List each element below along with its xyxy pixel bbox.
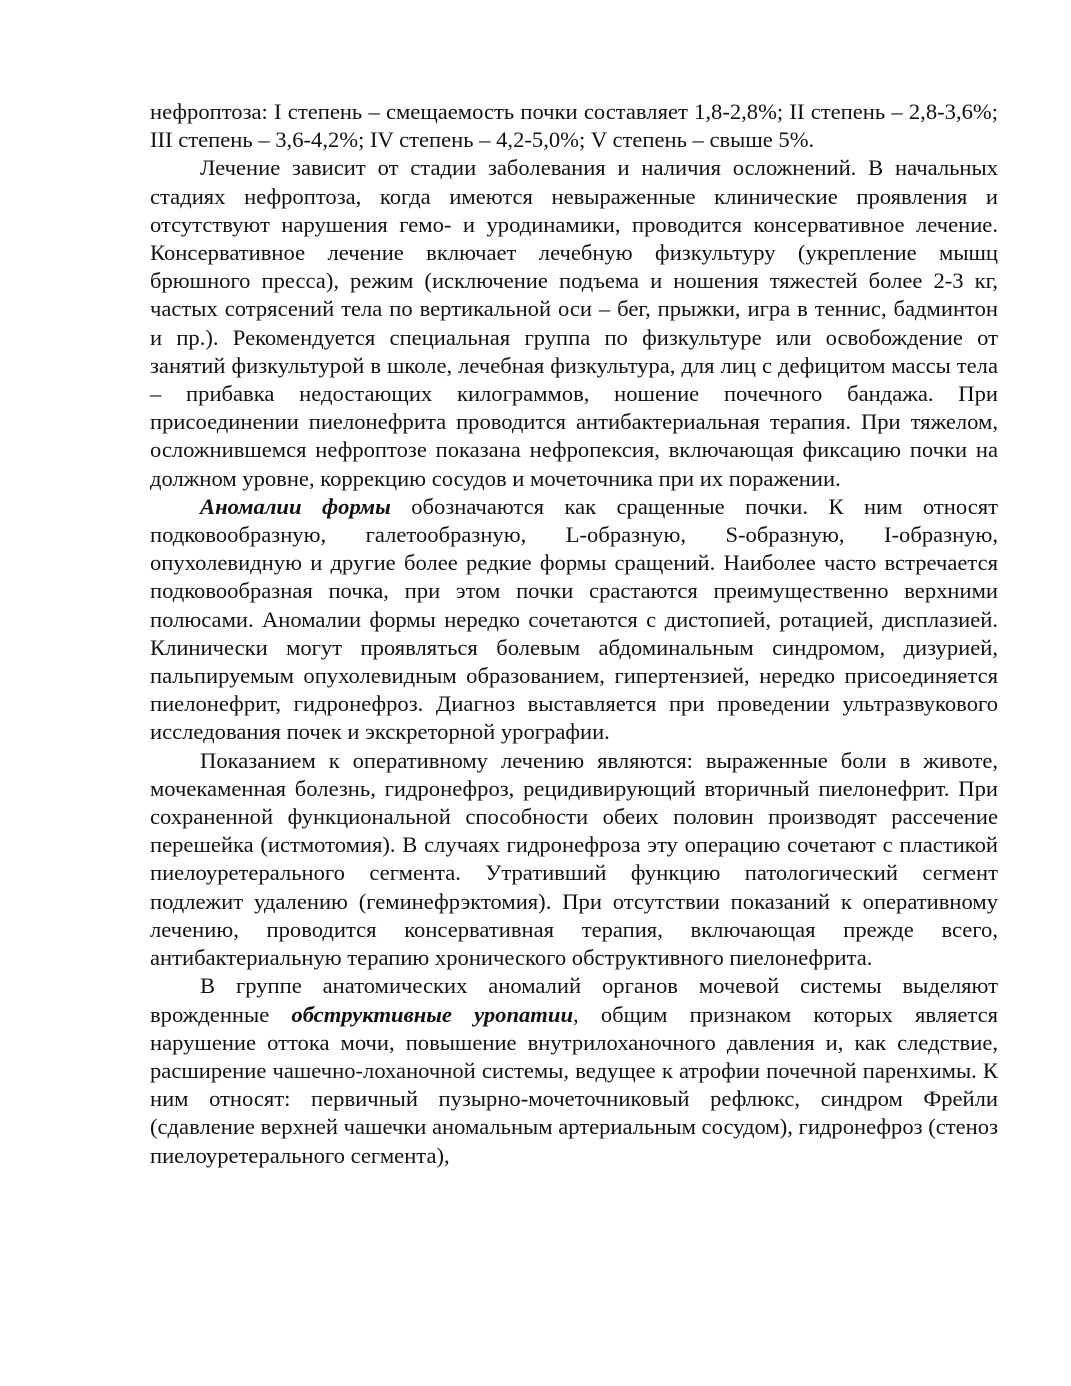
obstructive-uropathies-term: обструктивные уропатии — [291, 1001, 574, 1027]
document-body — [150, 98, 998, 1170]
paragraph-obstructive-uropathies — [150, 972, 998, 1169]
paragraph-treatment: Лечение зависит от стадии заболевания и наличия осложнений. В начальных стадиях нефроптоза, когда имеются невыраженные клинические проявления и отсутствуют нарушения гемо- и уродинамики, проводится консервативное лечение. Консервативное лечение включает лечебную физкультуру (укрепление мышц брюшного пресса), режим (исключение подъема и ношения тяжестей более 2-3 кг, частых сотрясений тела по вертикальной оси – бег, прыжки, игра в теннис, бадминтон и пр.). Рекомендуется специальная группа по физкультуре или освобождение от занятий физкультурой в школе, лечебная физкультура, для лиц с дефицитом массы тела – прибавка недостающих килограммов, ношение почечного бандажа. При присоединении пиелонефрита проводится антибактериальная терапия. При тяжелом, осложнившемся нефроптозе показана нефропексия, включающая фиксацию почки на должном уровне, коррекцию сосудов и мочеточника при их поражении. — [150, 155, 998, 491]
shape-anomalies-text: обозначаются как сращенные почки. К ним относят подковообразную, галетообразную, L-образную, S-образную, I-образную, опухолевидную и другие более редкие формы сращений. Наиболее часто встречается подковообразная почка, при этом почки срастаются преимущественно верхними полюсами. Аномалии формы нередко сочетаются с дистопией, ротацией, дисплазией. Клинически могут проявляться болевым абдоминальным синдромом, дизурией, пальпируемым опухолевидным образованием, гипертензией, нередко присоединяется пиелонефрит, гидронефроз. Диагноз выставляется при проведении ультразвукового исследования почек и экскреторной урографии. — [150, 493, 999, 745]
paragraph-shape-anomalies — [150, 493, 998, 747]
paragraph-surgery-indications: Показанием к оперативному лечению являются: выраженные боли в животе, мочекаменная болезнь, гидронефроз, рецидивирующий вторичный пиелонефрит. При сохраненной функциональной способности обеих половин производят рассечение перешейка (истмотомия). В случаях гидронефроза эту операцию сочетают с пластикой пиелоуретерального сегмента. Утративший функцию патологический сегмент подлежит удалению (геминефрэктомия). При отсутствии показаний к оперативному лечению, проводится консервативная терапия, включающая прежде всего, антибактериальную терапию хронического обструктивного пиелонефрита. — [150, 747, 998, 971]
uropathies-text-before: В группе анатомических аномалий органов мочевой системы выделяют врожденные — [150, 973, 998, 1027]
shape-anomalies-heading: Аномалии формы — [200, 493, 391, 519]
uropathies-text-after: , общим признаком которых является нарушение оттока мочи, повышение внутрилоханочного давления и, как следствие, расширение чашечно-лоханочной системы, ведущее к атрофии почечной паренхимы. К ним относят: первичный пузырно-мочеточниковый рефлюкс, синдром Фрейли (сдавление верхней чашечки аномальным артериальным сосудом), гидронефроз (стеноз пиелоуретерального сегмента), — [150, 1001, 998, 1168]
paragraph-nephroptosis-degrees: нефроптоза: I степень – смещаемость почки составляет 1,8-2,8%; II степень – 2,8-3,6%; III степень – 3,6-4,2%; IV степень – 4,2-5,0%; V степень – свыше 5%. — [150, 99, 998, 153]
